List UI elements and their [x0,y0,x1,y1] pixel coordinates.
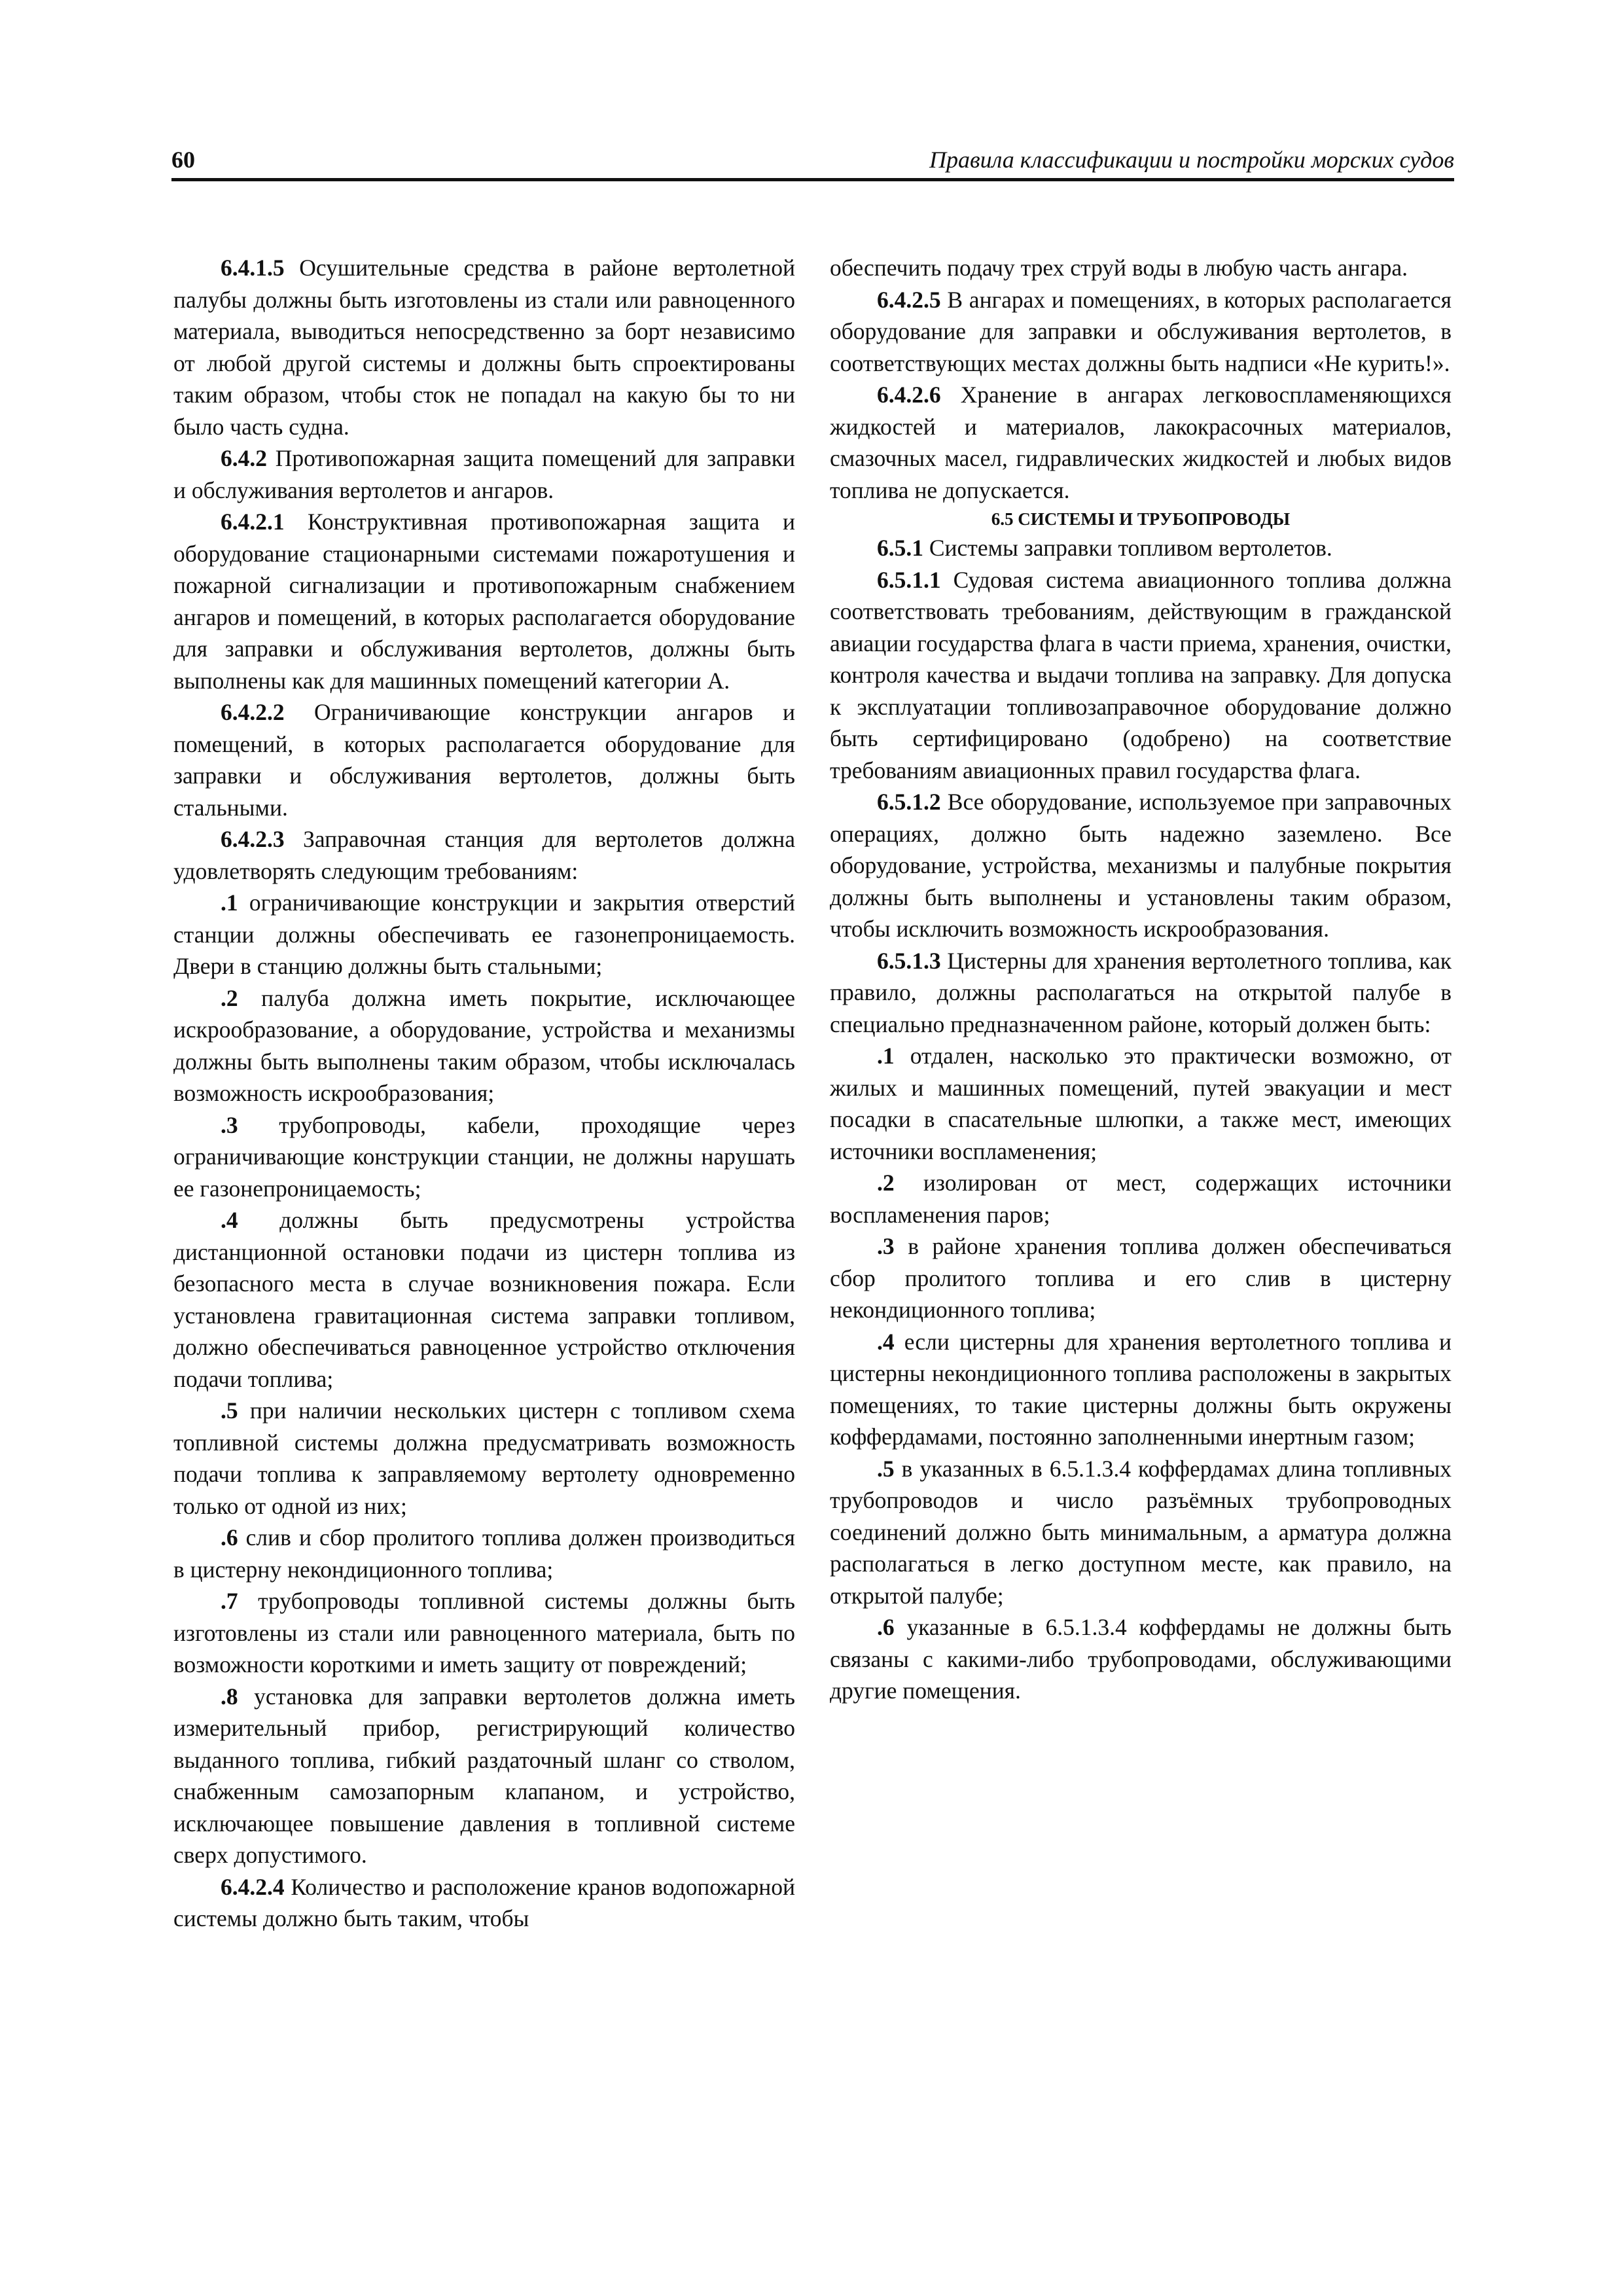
clause-number: .3 [221,1111,238,1138]
clause-number: 6.4.2.4 [221,1873,285,1900]
clause-text: отдален, насколько это практически возможно, от жилых и машинных помещений, путей эвакуации и мест посадки в спасательные шлюпки, а также мест, имеющих источники воспламенения; [830,1043,1452,1164]
clause-text: Все оборудование, используемое при заправочных операциях, должно быть надежно заземлено. Все оборудование, устройства, механизмы и палубные покрытия должны быть выполнены и установлены таким образом, чтобы исключить возможность искрообразования. [830,789,1452,942]
paragraph [173,1522,795,1585]
clause-number: .2 [221,984,238,1011]
right-column-bottom [830,532,1452,1707]
clause-text: ограничивающие конструкции и закрытия отверстий станции должны обеспечивать ее газонепроницаемость. Двери в станцию должны быть стальными; [173,889,795,979]
header-rule [171,178,1454,181]
paragraph [173,982,795,1109]
clause-text: в районе хранения топлива должен обеспечиваться сбор пролитого топлива и его слив в цистерну некондиционного топлива; [830,1233,1452,1323]
paragraph [830,1040,1452,1167]
clause-number: .4 [877,1328,895,1355]
clause-text: слив и сбор пролитого топлива должен производиться в цистерну некондиционного топлива; [173,1524,795,1583]
paragraph [830,1326,1452,1453]
clause-number: .7 [221,1588,238,1614]
clause-number: 6.4.2.6 [877,382,941,408]
clause-text: Конструктивная противопожарная защита и оборудование стационарными системами пожаротушения и пожарной сигнализации и противопожарным снабжением ангаров и помещений, в которых располагается оборудование для заправки и обслуживания вертолетов, должны быть выполнены как для машинных помещений категории А. [173,509,795,694]
clause-number: .1 [221,889,238,916]
clause-text: в указанных в 6.5.1.3.4 коффердамах длина топливных трубопроводов и число разъёмных трубопроводных соединений должно быть минимальным, а арматура должна располагаться в легко доступном месте, как правило, на открытой палубе; [830,1455,1452,1609]
clause-text: должны быть предусмотрены устройства дистанционной остановки подачи из цистерн топлива из безопасного места в случае возникновения пожара. Если установлена гравитационная система заправки топливом, должно обеспечиваться равноценное устройство отключения подачи топлива; [173,1207,795,1392]
clause-number: 6.4.2 [221,445,267,471]
clause-number: .1 [877,1043,895,1069]
running-head-title: Правила классификации и постройки морских судов [929,147,1454,173]
clause-number: 6.5.1 [877,535,923,561]
clause-text: указанные в 6.5.1.3.4 коффердамы не должны быть связаны с какими-либо трубопроводами, обслуживающими другие помещения. [830,1614,1452,1704]
clause-text: при наличии нескольких цистерн с топливом схема топливной системы должна предусматривать возможность подачи топлива к заправляемому вертолету одновременно только от одной из них; [173,1397,795,1519]
paragraph [173,1585,795,1681]
clause-number: .6 [221,1524,238,1551]
clause-text: обеспечить подачу трех струй воды в любую часть ангара. [830,255,1408,281]
clause-number: 6.4.2.2 [221,699,285,725]
clause-text: если цистерны для хранения вертолетного топлива и цистерны некондиционного топлива расположены в закрытых помещениях, то такие цистерны должны быть окружены коффердамами, постоянно заполненными инертным газом; [830,1328,1452,1450]
paragraph [830,252,1452,284]
clause-number: 6.5.1.3 [877,947,941,974]
clause-text: Осушительные средства в районе вертолетной палубы должны быть изготовлены из стали или равноценного материала, выводиться непосредственно за борт независимо от любой другой системы и должны быть спроектированы таким образом, чтобы сток не попадал на какую бы то ни было часть судна. [173,255,795,440]
page-number: 60 [171,147,195,173]
clause-text: трубопроводы, кабели, проходящие через ограничивающие конструкции станции, не должны нарушать ее газонепроницаемость; [173,1111,795,1202]
right-column-top [830,252,1452,506]
paragraph [830,564,1452,787]
clause-text: Количество и расположение кранов водопожарной системы должно быть таким, чтобы [173,1873,795,1931]
clause-text: установка для заправки вертолетов должна иметь измерительный прибор, регистрирующий количество выданного топлива, гибкий раздаточный шланг со стволом, снабженным самозапорным клапаном, и устройство, исключающее повышение давления в топливной системе сверх допустимого. [173,1683,795,1868]
paragraph [173,1204,795,1395]
clause-text: В ангарах и помещениях, в которых располагается оборудование для заправки и обслуживания вертолетов, в соответствующих местах должны быть надписи «Не курить!». [830,286,1452,376]
clause-number: .2 [877,1170,895,1196]
clause-text: Заправочная станция для вертолетов должна удовлетворять следующим требованиям: [173,826,795,884]
right-column [830,252,1452,1707]
paragraph [173,442,795,506]
paragraph [173,1109,795,1205]
running-head [171,145,1454,174]
clause-number: .5 [221,1397,238,1424]
clause-text: трубопроводы топливной системы должны быть изготовлены из стали или равноценного материала, быть по возможности короткими и иметь защиту от повреждений; [173,1588,795,1677]
paragraph [830,532,1452,564]
paragraph [830,284,1452,380]
clause-number: .6 [877,1614,895,1640]
clause-number: 6.5.1.1 [877,566,941,593]
clause-number: 6.4.2.5 [877,286,941,313]
paragraph [173,696,795,823]
paragraph [173,1395,795,1522]
clause-number: 6.4.2.1 [221,509,285,535]
paragraph [173,506,795,696]
section-title: 6.5 СИСТЕМЫ И ТРУБОПРОВОДЫ [991,509,1291,529]
clause-text: Системы заправки топливом вертолетов. [923,535,1332,561]
paragraph [173,887,795,982]
clause-text: Цистерны для хранения вертолетного топлива, как правило, должны располагаться на открытой палубе в специально предназначенном районе, который должен быть: [830,947,1452,1037]
clause-number: 6.4.2.3 [221,826,285,852]
paragraph [173,252,795,442]
clause-number: 6.5.1.2 [877,789,941,815]
clause-text: Судовая система авиационного топлива должна соответствовать требованиям, действующим в гражданской авиации государства флага в части приема, хранения, очистки, контроля качества и выдачи топлива на заправку. Для допуска к эксплуатации топливозаправочное оборудование должно быть сертифицировано (одобрено) на соответствие требованиям авиационных правил государства флага. [830,566,1452,783]
paragraph [173,1681,795,1871]
clause-text: палуба должна иметь покрытие, исключающее искрообразование, а оборудование, устройства и механизмы должны быть выполнены таким образом, чтобы исключалась возможность искрообразования; [173,984,795,1106]
clause-text: Противопожарная защита помещений для заправки и обслуживания вертолетов и ангаров. [173,445,795,503]
paragraph [830,786,1452,945]
clause-text: изолирован от мест, содержащих источники воспламенения паров; [830,1170,1452,1228]
clause-text: Хранение в ангарах легковоспламеняющихся жидкостей и материалов, лакокрасочных материалов, смазочных масел, гидравлических жидкостей и любых видов топлива не допускается. [830,382,1452,503]
clause-number: .3 [877,1233,895,1259]
paragraph [173,823,795,887]
clause-number: .8 [221,1683,238,1710]
left-column [173,252,795,1935]
paragraph [830,1167,1452,1230]
paragraph [830,1230,1452,1326]
clause-text: Ограничивающие конструкции ангаров и помещений, в которых располагается оборудование для заправки и обслуживания вертолетов, должны быть стальными. [173,699,795,821]
paragraph [173,1871,795,1935]
clause-number: .5 [877,1455,895,1482]
paragraph [830,1453,1452,1612]
clause-number: .4 [221,1207,238,1233]
paragraph [830,945,1452,1041]
paragraph [830,379,1452,506]
paragraph [830,1611,1452,1707]
clause-number: 6.4.1.5 [221,255,285,281]
